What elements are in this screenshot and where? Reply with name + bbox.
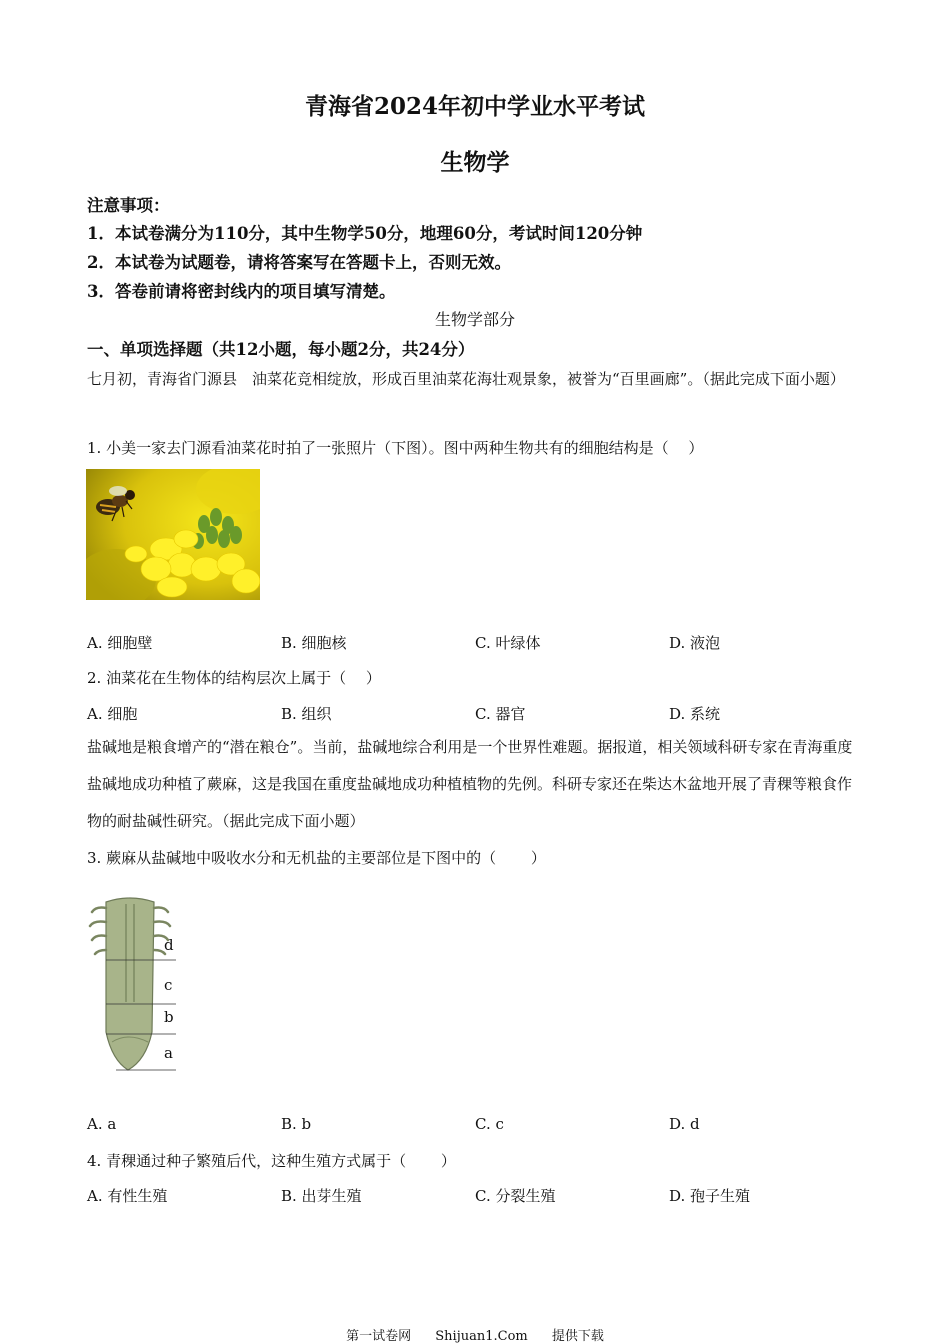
q2-option-d: D. 系统 bbox=[669, 705, 721, 723]
q1-option-d: D. 液泡 bbox=[669, 634, 721, 652]
q2-option-a: A. 细胞 bbox=[87, 705, 138, 723]
q2-option-c: C. 器官 bbox=[475, 705, 526, 723]
exam-subject: 生物学 bbox=[440, 149, 510, 176]
q4-option-c: C. 分裂生殖 bbox=[475, 1187, 556, 1205]
question-2-stem: 2. 油菜花在生物体的结构层次上属于（ ） bbox=[87, 669, 381, 687]
passage-1: 七月初，青海省门源县 油菜花竞相绽放，形成百里油菜花海壮观景象，被誉为“百里画廊”。（据此完成下面小题） bbox=[87, 370, 845, 388]
note-item: 2．本试卷为试题卷，请将答案写在答题卡上，否则无效。 bbox=[87, 253, 511, 272]
question-4-stem: 4. 青稞通过种子繁殖后代，这种生殖方式属于（ ） bbox=[87, 1152, 456, 1170]
label-c: c bbox=[164, 976, 173, 994]
notes-heading: 注意事项： bbox=[87, 196, 170, 215]
passage-2: 盐碱地是粮食增产的“潜在粮仓”。当前，盐碱地综合利用是一个世界性难题。据报道，相关领域科研专家在青海重度盐碱地成功种植了蕨麻，这是我国在重度盐碱地成功种植植物的先例。科研专家还在柴达木盆地开展了青稞等粮食作物的耐盐碱性研究。（据此完成下面小题） bbox=[87, 738, 853, 830]
bee-rapeseed-photo bbox=[86, 469, 260, 600]
footer-site-url[interactable]: Shijuan1.Com bbox=[435, 1329, 528, 1344]
q4-option-a: A. 有性生殖 bbox=[87, 1187, 168, 1205]
root-tip-diagram bbox=[86, 892, 178, 1074]
label-b: b bbox=[164, 1008, 174, 1026]
q1-option-a: A. 细胞壁 bbox=[87, 634, 153, 652]
label-a: a bbox=[164, 1044, 173, 1062]
q1-option-b: B. 细胞核 bbox=[281, 634, 347, 652]
q1-option-c: C. 叶绿体 bbox=[475, 634, 541, 652]
page-footer bbox=[0, 1325, 950, 1344]
q3-option-d: D. d bbox=[669, 1115, 700, 1133]
footer-site-name: 第一试卷网 bbox=[346, 1329, 412, 1344]
q3-option-a: A. a bbox=[87, 1115, 117, 1133]
q2-option-b: B. 组织 bbox=[281, 705, 332, 723]
section-title: 生物学部分 bbox=[434, 310, 515, 329]
q3-option-b: B. b bbox=[281, 1115, 312, 1133]
q3-option-c: C. c bbox=[475, 1115, 504, 1133]
exam-title: 青海省2024年初中学业水平考试 bbox=[304, 93, 645, 120]
footer-provided: 提供下载 bbox=[551, 1329, 604, 1344]
q4-option-b: B. 出芽生殖 bbox=[281, 1187, 362, 1205]
bee-rapeseed-image bbox=[86, 469, 260, 600]
part-title: 一、单项选择题（共12小题，每小题2分，共24分） bbox=[87, 340, 475, 359]
q4-option-d: D. 孢子生殖 bbox=[669, 1187, 751, 1205]
question-3-stem: 3. 蕨麻从盐碱地中吸收水分和无机盐的主要部位是下图中的（ ） bbox=[87, 849, 546, 867]
note-item: 3．答卷前请将密封线内的项目填写清楚。 bbox=[87, 282, 396, 301]
label-d: d bbox=[164, 936, 174, 954]
note-item: 1．本试卷满分为110分，其中生物学50分，地理60分，考试时间120分钟 bbox=[87, 224, 643, 243]
question-1-stem: 1. 小美一家去门源看油菜花时拍了一张照片（下图）。图中两种生物共有的细胞结构是（ ） bbox=[87, 439, 704, 457]
